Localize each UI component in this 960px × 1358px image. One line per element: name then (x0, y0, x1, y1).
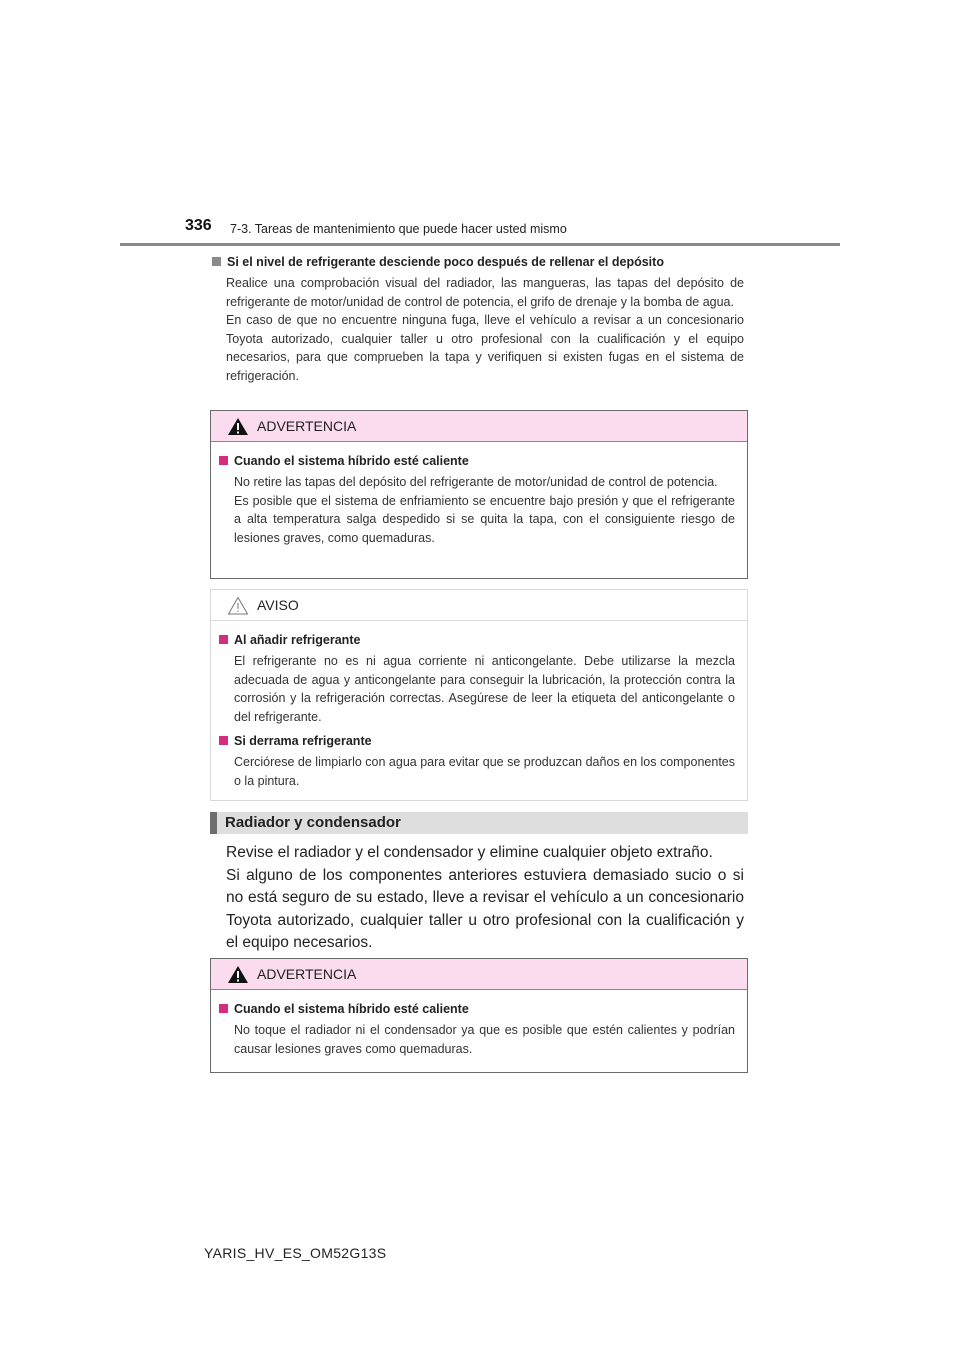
warning-triangle-icon (227, 417, 249, 436)
paragraph: No retire las tapas del depósito del refrigerante de motor/unidad de control de potencia. (234, 475, 718, 489)
paragraph: Realice una comprobación visual del radiador, las mangueras, las tapas del depósito de refrigerante de motor/unidad de control de potencia, el grifo de drenaje y la bomba de agua. (226, 276, 744, 309)
notice-item (219, 633, 735, 726)
notice-triangle-icon (227, 596, 249, 615)
paragraph: Revise el radiador y el condensador y elimine cualquier objeto extraño. (226, 844, 713, 861)
notice-box-content (211, 621, 747, 808)
warning-box-title: ADVERTENCIA (257, 966, 357, 982)
warning-item-body (234, 473, 735, 547)
warning-item (219, 1002, 735, 1058)
chapter-title: 7-3. Tareas de mantenimiento que puede hacer usted mismo (230, 222, 567, 236)
warning-item-body (234, 1021, 735, 1058)
warning-box-title: ADVERTENCIA (257, 418, 357, 434)
warning-item-heading (219, 454, 735, 468)
notice-item-heading-text: Si derrama refrigerante (234, 734, 372, 748)
warning-box (210, 958, 748, 1073)
section-title-bar (210, 812, 748, 834)
paragraph: El refrigerante no es ni agua corriente ni anticongelante. Debe utilizarse la mezcla adecuada de agua y anticongelante para conseguir la lubricación, la protección contra la corrosión y la refrigeración correctas. Asegúrese de leer la etiqueta del anticongelante o del refrigerante. (234, 654, 735, 724)
square-bullet-icon (219, 1004, 228, 1013)
notice-box-title: AVISO (257, 597, 299, 613)
square-bullet-icon (219, 736, 228, 745)
warning-box-content (211, 990, 747, 1076)
notice-box-header (211, 590, 747, 621)
radiator-section-body (226, 842, 744, 955)
paragraph: En caso de que no encuentre ninguna fuga, lleve el vehículo a revisar a un concesionario Toyota autorizado, cualquier taller u otro profesional con la cualificación y el equipo necesarios, para que comprueben la tapa y verifiquen si existen fugas en el sistema de refrigeración. (226, 313, 744, 383)
notice-item-heading (219, 734, 735, 748)
section-title: Radiador y condensador (225, 814, 401, 831)
warning-box-header (211, 411, 747, 442)
square-bullet-icon (219, 456, 228, 465)
warning-box-content (211, 442, 747, 565)
header-divider (120, 243, 840, 246)
warning-item-heading-text: Cuando el sistema híbrido esté caliente (234, 1002, 469, 1016)
square-bullet-icon (212, 257, 221, 266)
notice-box (210, 589, 748, 801)
paragraph: No toque el radiador ni el condensador ya que es posible que estén calientes y podrían causar lesiones graves como quemaduras. (234, 1023, 735, 1056)
notice-item-heading (219, 633, 735, 647)
section-coolant-refill (212, 255, 744, 385)
section-body (226, 274, 744, 385)
section-heading (212, 255, 744, 269)
square-bullet-icon (219, 635, 228, 644)
warning-item-heading (219, 1002, 735, 1016)
section-heading-text: Si el nivel de refrigerante desciende poco después de rellenar el depósito (227, 255, 664, 269)
document-code: YARIS_HV_ES_OM52G13S (204, 1245, 387, 1261)
warning-item (219, 454, 735, 547)
paragraph: Es posible que el sistema de enfriamiento se encuentre bajo presión y que el refrigerante a alta temperatura salga despedido si se quita la tapa, con el consiguiente riesgo de lesiones graves, como quemaduras. (234, 493, 735, 545)
page-number: 336 (185, 217, 212, 234)
notice-item-body (234, 652, 735, 726)
paragraph: Si alguno de los componentes anteriores estuviera demasiado sucio o si no está seguro de su estado, lleve a revisar el vehículo a un concesionario Toyota autorizado, cualquier taller u otro profesional con la cualificación y el equipo necesarios. (226, 866, 744, 951)
notice-item (219, 734, 735, 790)
warning-box-header (211, 959, 747, 990)
warning-box (210, 410, 748, 579)
notice-item-heading-text: Al añadir refrigerante (234, 633, 361, 647)
paragraph: Cerciórese de limpiarlo con agua para evitar que se produzcan daños en los componentes o la pintura. (234, 755, 735, 788)
warning-item-heading-text: Cuando el sistema híbrido esté caliente (234, 454, 469, 468)
warning-triangle-icon (227, 965, 249, 984)
notice-item-body (234, 753, 735, 790)
